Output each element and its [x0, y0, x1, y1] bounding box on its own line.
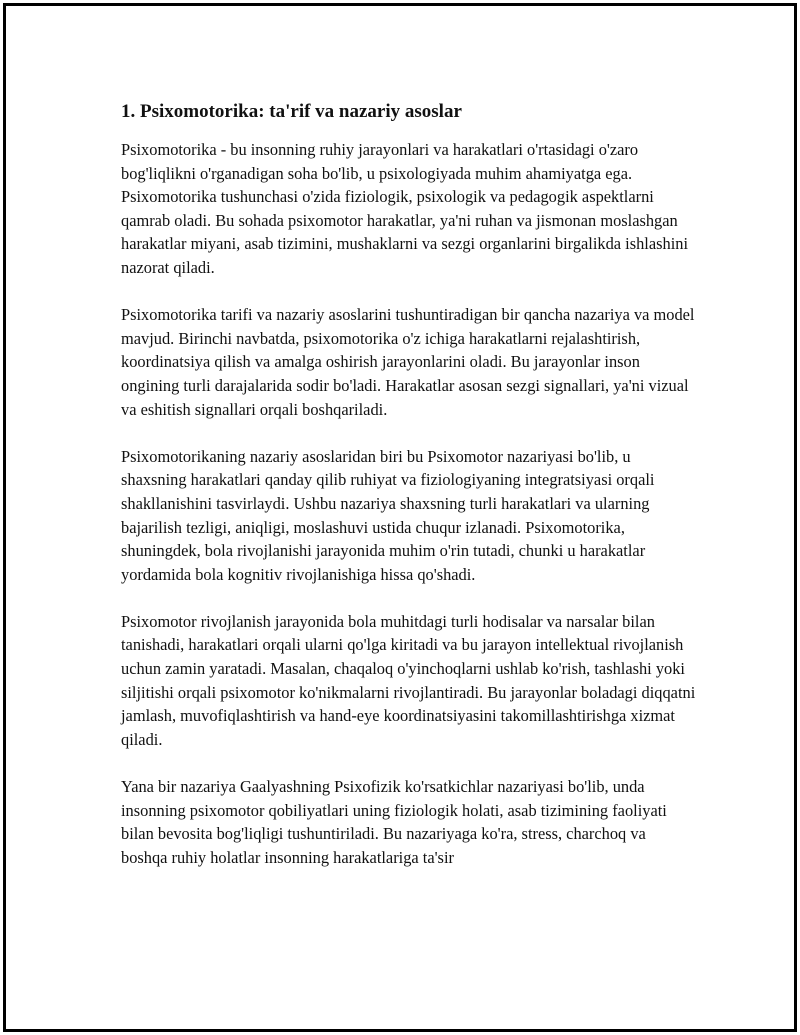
document-page: [3, 3, 797, 1032]
paragraph-5: Yana bir nazariya Gaalyashning Psixofizik ko'rsatkichlar nazariyasi bo'lib, unda insonning psixomotor qobiliyatlari uning fiziologik holati, asab tizimining faoliyati bilan bevosita bog'liqligi tushuntiriladi. Bu nazariyaga ko'ra, stress, charchoq va boshqa ruhiy holatlar insonning harakatlariga ta'sir: [121, 777, 667, 867]
paragraph-2: Psixomotorika tarifi va nazariy asoslarini tushuntiradigan bir qancha nazariya va model mavjud. Birinchi navbatda, psixomotorika o'z ichiga harakatlarni rejalashtirish, koordinatsiya qilish va amalga oshirish jarayonlarini oladi. Bu jarayonlar inson ongining turli darajalarida sodir bo'ladi. Harakatlar asosan sezgi signallari, ya'ni vizual va eshitish signallari orqali boshqariladi.: [121, 305, 695, 419]
section-heading: 1. Psixomotorika: ta'rif va nazariy asoslar: [121, 101, 462, 122]
document-content: [121, 98, 696, 893]
paragraph-3: Psixomotorikaning nazariy asoslaridan biri bu Psixomotor nazariyasi bo'lib, u shaxsning harakatlari qanday qilib ruhiyat va fiziologiyaning integratsiyasi orqali shakllanishini tasvirlaydi. Ushbu nazariya shaxsning turli harakatlari va ularning bajarilish tezligi, aniqligi, moslashuvi ustida chuqur izlanadi. Psixomotorika, shuningdek, bola rivojlanishi jarayonida muhim o'rin tutadi, chunki u harakatlar yordamida bola kognitiv rivojlanishiga hissa qo'shadi.: [121, 446, 655, 584]
paragraph-1: Psixomotorika - bu insonning ruhiy jarayonlari va harakatlari o'rtasidagi o'zaro bog'liqlikni o'rganadigan soha bo'lib, u psixologiyada muhim ahamiyatga ega. Psixomotorika tushunchasi o'zida fiziologik, psixologik va pedagogik aspektlarni qamrab oladi. Bu sohada psixomotor harakatlar, ya'ni ruhan va jismonan moslashgan harakatlar miyani, asab tizimini, mushaklarni va sezgi organlarini birgalikda ishlashini nazorat qiladi.: [121, 140, 688, 277]
paragraph-4: Psixomotor rivojlanish jarayonida bola muhitdagi turli hodisalar va narsalar bilan tanishadi, harakatlari orqali ularni qo'lga kiritadi va bu jarayon intellektual rivojlanish uchun zamin yaratadi. Masalan, chaqaloq o'yinchoqlarni ushlab ko'rish, tashlashi yoki siljitishi orqali psixomotor ko'nikmalarni rivojlantiradi. Bu jarayonlar boladagi diqqatni jamlash, muvofiqlashtirish va hand-eye koordinatsiyasini takomillashtirishga xizmat qiladi.: [121, 611, 696, 749]
